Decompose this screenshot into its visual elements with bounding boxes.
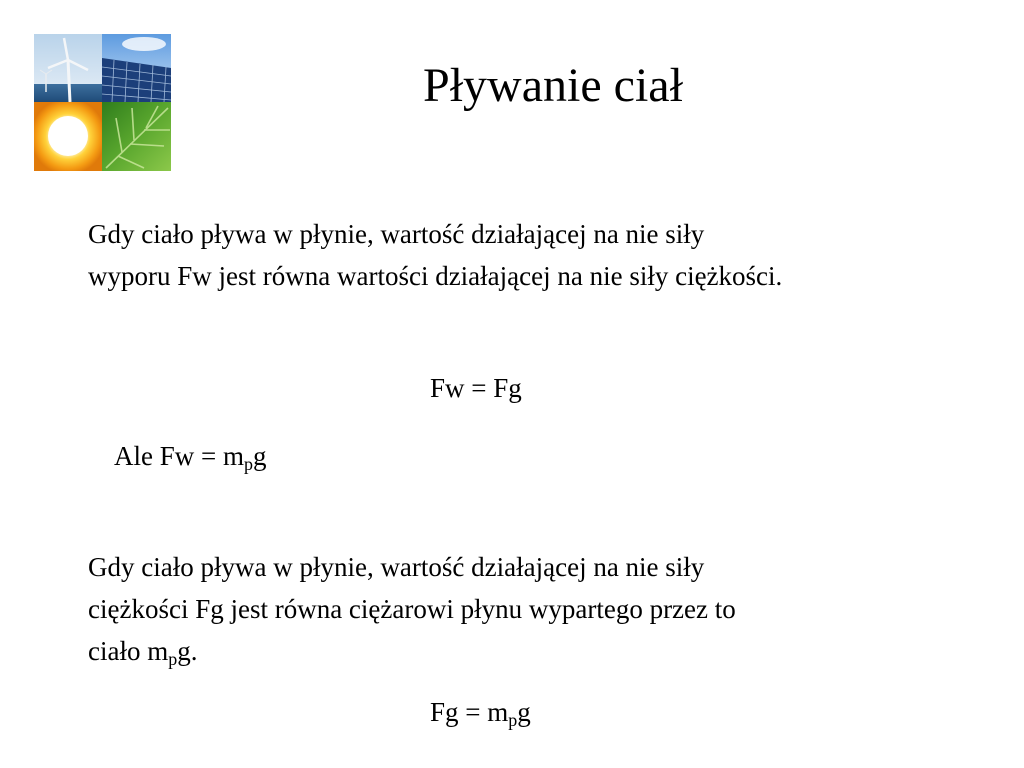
paragraph-text: g.: [177, 636, 198, 666]
formula-text: g: [517, 697, 531, 727]
paragraph-line: wyporu Fw jest równa wartości działającej na nie siły ciężkości.: [88, 261, 783, 291]
paragraph-displaced-fluid: [88, 546, 988, 672]
paragraph-buoyancy-equilibrium: [88, 213, 988, 297]
formula-text: g: [252, 441, 267, 471]
leaf-icon: [102, 102, 171, 171]
paragraph-line: [88, 630, 988, 672]
paragraph-line: ciężkości Fg jest równa ciężarowi płynu wypartego przez to: [88, 594, 736, 624]
formula-text: Fg = m: [430, 697, 509, 727]
formula-fw-equals-fg: Fw = Fg: [430, 373, 522, 403]
paragraph-subscript: p: [168, 649, 178, 669]
sun-icon: [34, 102, 102, 171]
formula-text: Ale Fw = m: [114, 441, 244, 471]
formula-subscript: p: [243, 454, 253, 474]
paragraph-text: ciało m: [88, 636, 169, 666]
paragraph-line: Gdy ciało pływa w płynie, wartość działającej na nie siły: [88, 552, 705, 582]
solar-panel-icon: [102, 34, 171, 102]
renewable-energy-collage-icon: [34, 34, 171, 171]
formula-fw-equals-mpg: [114, 440, 266, 472]
paragraph-line: Gdy ciało pływa w płynie, wartość działającej na nie siły: [88, 219, 705, 249]
wind-turbine-icon: [34, 34, 102, 102]
slide-title: Pływanie ciał: [423, 59, 683, 112]
formula-fg-equals-mpg: [430, 696, 531, 728]
formula-subscript: p: [508, 710, 518, 730]
